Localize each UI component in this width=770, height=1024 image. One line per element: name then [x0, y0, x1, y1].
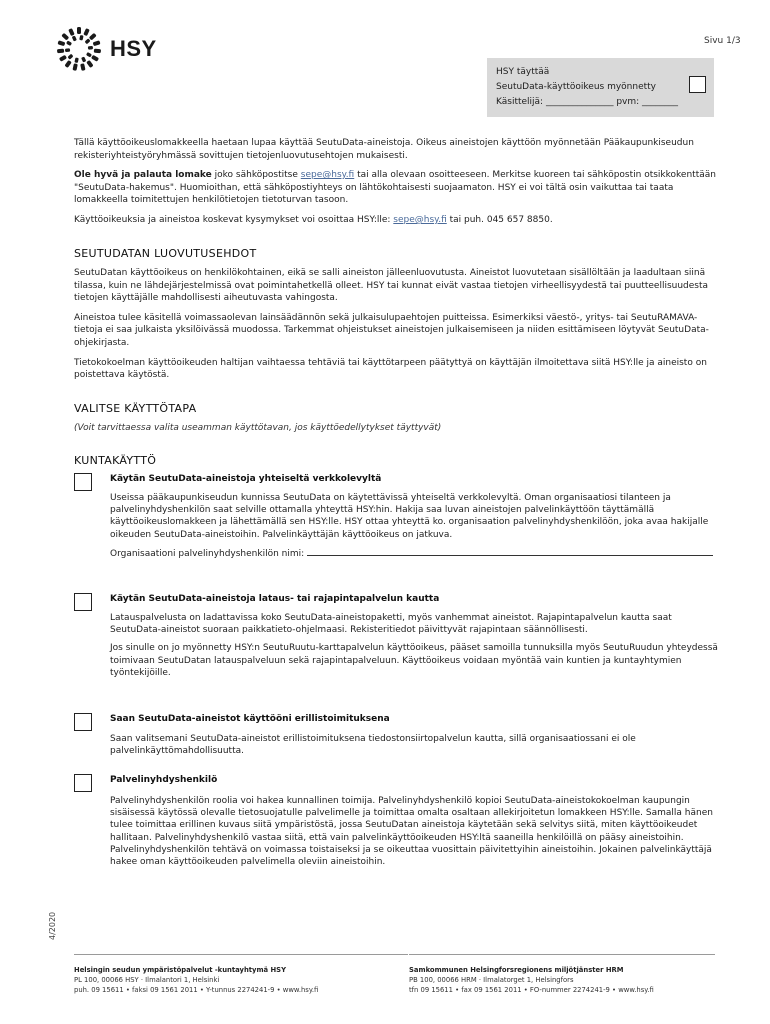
option-separate-delivery-checkbox[interactable] [74, 713, 92, 731]
conditions-paragraph-2: Aineistoa tulee käsitellä voimassaolevan lainsäädännön sekä julkaisulupaehtojen puitteissa. Esimerkiksi väestö-, yritys- tai SeutuRAMAVA-tietoja ei saa julkaista yksilöivässä muodossa. Tarkemmat ohjeistukset aineistojen julkaisemiseen ja niiden esittämiseen löytyvät SeutuData-ohjekirjasta. [74, 312, 709, 348]
intro-paragraph-3 [74, 214, 722, 227]
footer-right [409, 965, 654, 995]
hsy-box-granted-label: SeutuData-käyttöoikeus myönnetty [496, 82, 657, 92]
hsy-office-box [487, 58, 714, 117]
option-server-contact-title: Palvelinyhdyshenkilö [110, 775, 218, 785]
footer-left-title: Helsingin seudun ympäristöpalvelut -kuntayhtymä HSY [74, 966, 286, 974]
hsy-box-handler-line: Käsittelijä: _______________ pvm: ________ [496, 97, 679, 107]
intro-paragraph-2 [74, 169, 722, 207]
option-server-contact-text [110, 795, 720, 868]
option-download-api-text [110, 612, 720, 679]
hsy-logo [54, 24, 157, 74]
email-link[interactable]: sepe@hsy.fi [300, 170, 355, 181]
footer-left [74, 965, 318, 995]
footer-right-title: Samkommunen Helsingforsregionens miljötjänster HRM [409, 966, 624, 974]
contact-email-link[interactable]: sepe@hsy.fi [393, 214, 447, 225]
option-separate-delivery-title: Saan SeutuData-aineistot käyttööni erillistoimituksena [110, 714, 390, 724]
granted-checkbox[interactable] [689, 76, 706, 93]
server-contact-input[interactable] [307, 547, 713, 556]
server-contact-label: Organisaationi palvelinyhdyshenkilön nimi: [110, 548, 305, 559]
option-network-drive-text [110, 492, 720, 560]
option-server-contact-checkbox[interactable] [74, 774, 92, 792]
option-server-contact-paragraph: Palvelinyhdyshenkilön roolia voi hakea kunnallinen toimija. Palvelinyhdyshenkilö kopioi SeutuData-aineistokokoelman kaupungin sisäisessä käytössä olevalle tietosuojatulle palvelimelle ja toimittaa omalta osaltaan allekirjoitetun lomakkeen HSY:lle. Samalla hänen tulee toimittaa erillinen kuvaus siitä ympäristöstä, jossa SeutuDatan aineistoja käytetään sekä selvitys siitä, miten käyttöoikeudet hallitaan. Palvelinyhdyshenkilö vastaa siitä, että vain palvelinkäyttöoikeuden HSY:ltä saaneilla henkilöillä on pääsy aineistoihin. Palvelinyhdyshenkilön tehtävä on voimassa toistaiseksi ja se oikeuttaa vuosittain päivitettyihin aineistoihin. Jokainen palvelinkäyttäjä hakee oman käyttöoikeuden palvelimella oleviin aineistoihin. [110, 796, 713, 868]
option-download-api-paragraph-1: Latauspalvelusta on ladattavissa koko SeutuData-aineistopaketti, myös vanhemmat aineistot. Rajapintapalvelun kautta saat SeutuData-aineistot suoraan paikkatieto-ohjelmaasi. Rekisteritiedot päivittyvät rajapintaan säännöllisesti. [110, 613, 672, 636]
intro-section [74, 137, 722, 227]
option-network-drive-paragraph: Useissa pääkaupunkiseudun kunnissa SeutuData on käytettävissä yhteiseltä verkkolevyltä. Oman organisaatiosi tilanteen ja palvelinyhdyshenkilön saat selville ottamalla yhteyttä HSY:hin. Hakija saa luvan aineistojen palvelinkäyttöön täyttämällä käyttöoikeuslomakkeen ja lähettämällä sen HSY:lle. HSY ottaa yhteyttä ko. organisaation palvelinyhdyshenkilöön, joka avaa hakijalle oikeuden SeutuData-aineistoihin. Palvelinkäyttäjän käyttöoikeus on jatkuva. [110, 493, 709, 540]
footer-right-contact: tfn 09 15611 • fax 09 1561 2011 • FO-nummer 2274241-9 • www.hsy.fi [409, 986, 654, 994]
hsy-box-title: HSY täyttää [496, 67, 550, 77]
option-separate-delivery-paragraph: Saan valitsemani SeutuData-aineistot erillistoimituksena tiedostonsiirtopalvelun kautta, sillä organisaatiossani ei ole palvelinkäyttömahdollisuutta. [110, 734, 636, 757]
footer-left-contact: puh. 09 15611 • faksi 09 1561 2011 • Y-tunnus 2274241-9 • www.hsy.fi [74, 986, 319, 994]
option-network-drive-title: Käytän SeutuData-aineistoja yhteiseltä verkkolevyltä [110, 474, 382, 484]
conditions-section [74, 267, 722, 382]
hsy-logo-icon [54, 24, 104, 74]
conditions-paragraph-3: Tietokokoelman käyttöoikeuden haltijan vaihtaessa tehtäviä tai käyttötarpeen päätyttyä on käyttäjän ilmoitettava siitä HSY:lle ja aineisto on poistettava käytöstä. [74, 357, 707, 381]
footer-divider-right [409, 954, 715, 955]
option-download-api-title: Käytän SeutuData-aineistoja lataus- tai rajapintapalvelun kautta [110, 594, 440, 604]
section-title-conditions: SEUTUDATAN LUOVUTUSEHDOT [74, 247, 257, 260]
usage-subtitle: (Voit tarvittaessa valita useamman käyttötavan, jos käyttöedellytykset täyttyvät) [74, 423, 442, 433]
intro-p2-b: tai alla olevaan osoitteeseen. Merkitse kuoreen tai sähköpostin otsikkokenttään "SeutuData-hakemus". Huomioithan, että sähköpostiyhteys on lähtökohtaisesti suojaamaton. HSY ei voi tältä osin vaikuttaa tai taata lomakkeella toimitettujen henkilötietojen tietoturvan tasoon. [74, 170, 716, 206]
return-form-bold: Ole hyvä ja palauta lomake [74, 170, 212, 181]
server-contact-field [110, 547, 720, 560]
intro-p3-b: tai puh. 045 657 8850. [446, 214, 553, 225]
option-separate-delivery-text [110, 733, 720, 757]
logo-text: HSY [110, 36, 157, 61]
page-number: Sivu 1/3 [704, 36, 741, 46]
option-download-api-checkbox[interactable] [74, 593, 92, 611]
footer-divider-left [74, 954, 408, 955]
intro-paragraph-1: Tällä käyttöoikeuslomakkeella haetaan lupaa käyttää SeutuData-aineistoja. Oikeus aineistojen käyttöön myönnetään Pääkaupunkiseudun rekisteriyhteistyöryhmässä sovittujen tietojenluovutusehtojen mukaisesti. [74, 138, 694, 161]
footer-right-address: PB 100, 00066 HRM · Ilmalatorget 1, Helsingfors [409, 976, 574, 984]
form-version-date: 4/2020 [48, 911, 57, 940]
intro-p2-a: joko sähköpostitse [211, 170, 301, 181]
option-download-api-paragraph-2: Jos sinulle on jo myönnetty HSY:n SeutuRuutu-karttapalvelun käyttöoikeus, pääset samoilla tunnuksilla myös SeutuRuudun yhteydessä toimivaan SeutuDatan latauspalveluun sekä rajapintapalveluun. Käyttöoikeus voidaan myöntää vain kuntien ja kuntayhtymien työntekijöille. [110, 643, 718, 678]
section-title-usage: VALITSE KÄYTTÖTAPA [74, 402, 197, 415]
intro-p3-a: Käyttöoikeuksia ja aineistoa koskevat kysymykset voi osoittaa HSY:lle: [74, 214, 394, 225]
section-title-municipal: KUNTAKÄYTTÖ [74, 454, 157, 467]
option-network-drive-checkbox[interactable] [74, 473, 92, 491]
footer-left-address: PL 100, 00066 HSY · Ilmalantori 1, Helsinki [74, 976, 220, 984]
conditions-paragraph-1: SeutuDatan käyttöoikeus on henkilökohtainen, eikä se salli aineiston jälleenluovutusta. Aineistot luovutetaan sisällöltään ja laadultaan siinä tilassa, kuin ne lähdejärjestelmissä ovat poimintahetkellä olleet. HSY tai kunnat eivät vastaa tietojen virheellisyydestä tai puutteellisuudesta tietojen käyttäjälle mahdollisesti aiheutuvasta vahingosta. [74, 268, 709, 304]
